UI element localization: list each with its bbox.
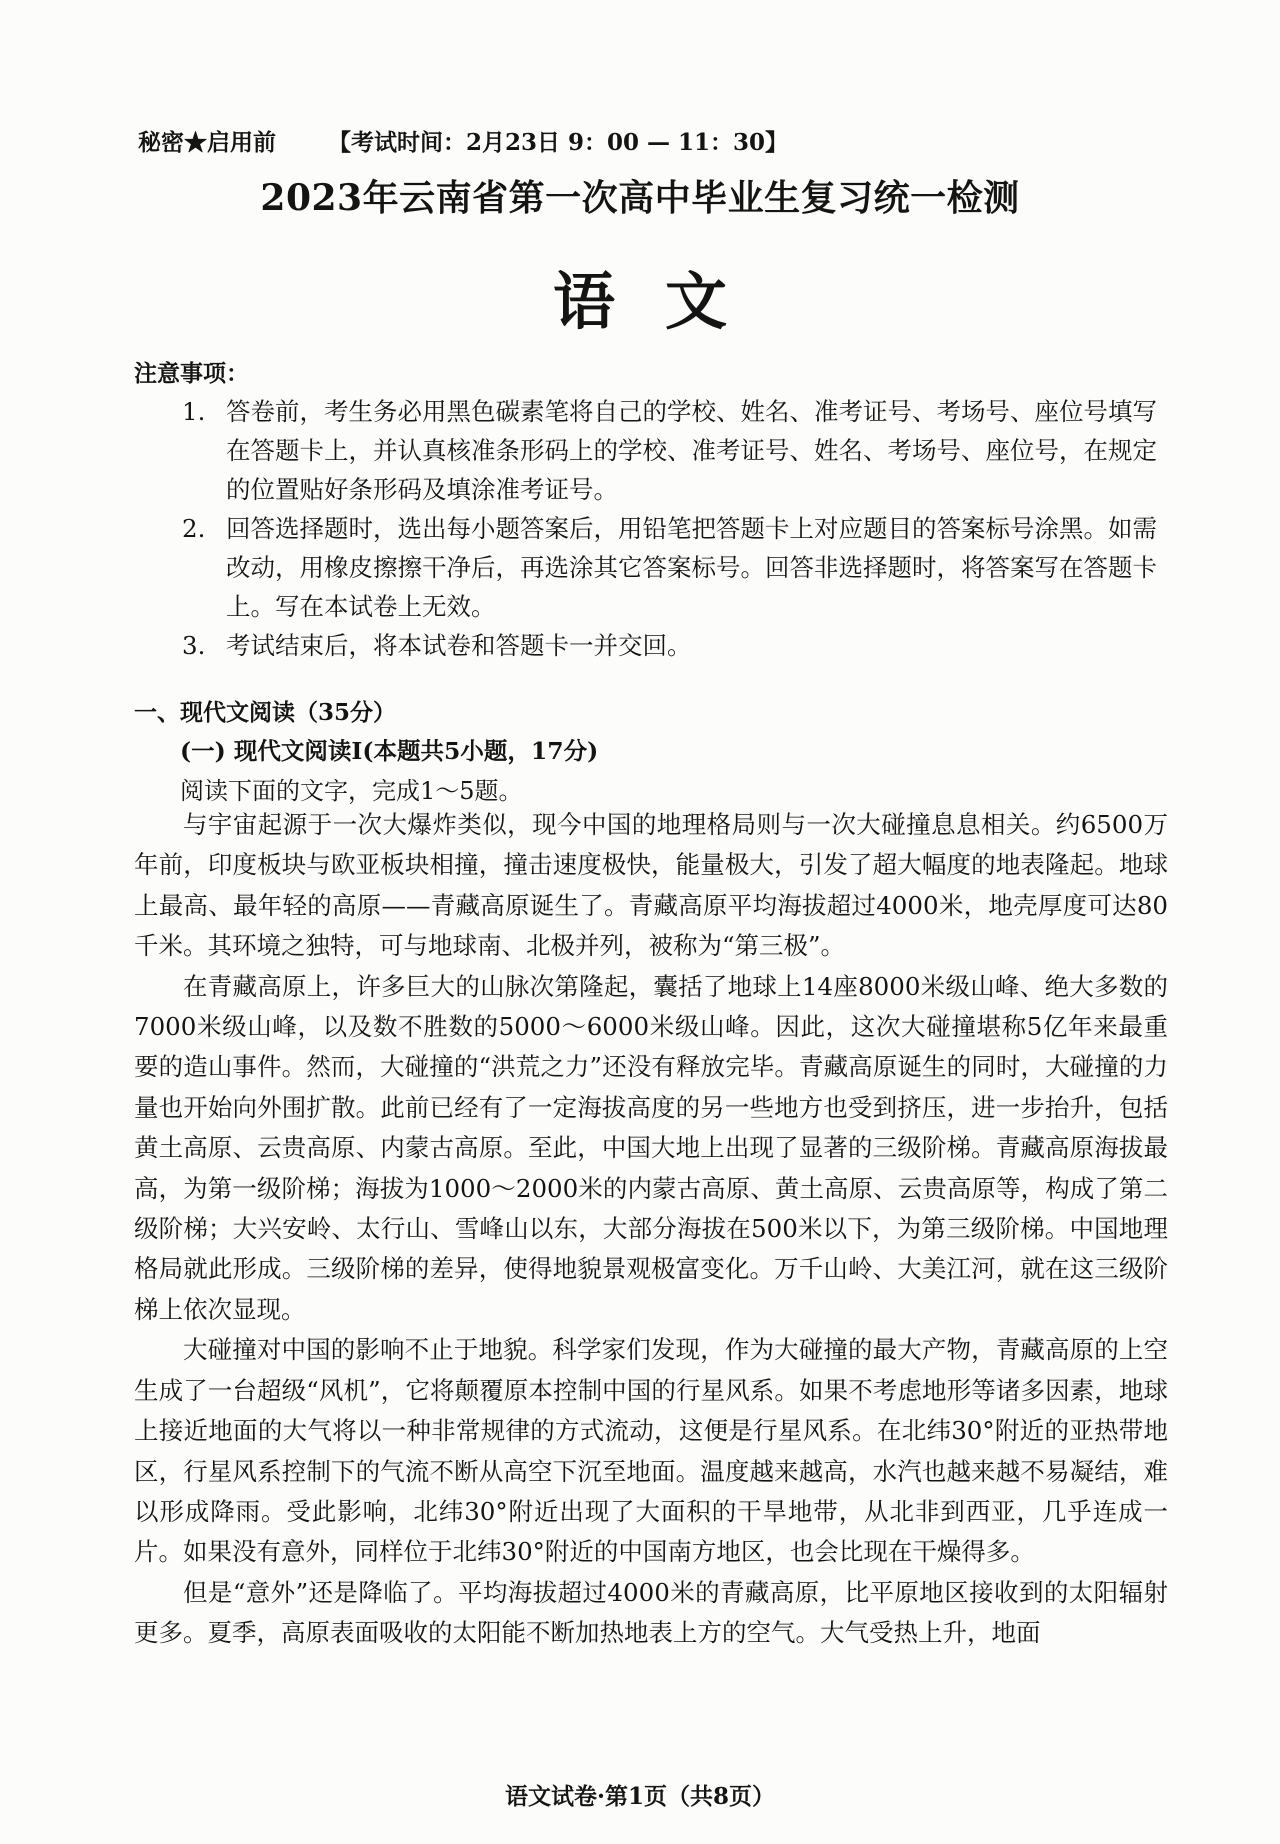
notice-item-text: 考试结束后，将本试卷和答题卡一并交回。 (226, 631, 692, 660)
exam-time: 【考试时间：2月23日 9：00 — 11：30】 (328, 129, 789, 156)
exam-title: 2023年云南省第一次高中毕业生复习统一检测 (260, 177, 1020, 219)
section-title: 一、现代文阅读（35分） (134, 699, 397, 726)
header-line (138, 124, 788, 157)
notice-list (182, 392, 1172, 665)
notice-item (182, 392, 1172, 509)
notice-item-number: 2. (182, 514, 206, 543)
passage-paragraph: 但是“意外”还是降临了。平均海拔超过4000米的青藏高原，比平原地区接收到的太阳辐射更多。夏季，高原表面吸收的太阳能不断加热地表上方的空气。大气受热上升，地面 (134, 1577, 1168, 1648)
subject-title: 语文 (552, 265, 777, 338)
page-footer: 语文试卷·第1页（共8页） (504, 1783, 775, 1810)
secret-label: 秘密★启用前 (138, 129, 276, 156)
notice-title: 注意事项： (134, 360, 249, 387)
notice-item (182, 626, 1172, 665)
notice-item (182, 509, 1172, 626)
passage-paragraph: 大碰撞对中国的影响不止于地貌。科学家们发现，作为大碰撞的最大产物，青藏高原的上空生成了一台超级“风机”，它将颠覆原本控制中国的行星风系。如果不考虑地形等诸多因素，地球上接近地面的大气将以一种非常规律的方式流动，这便是行星风系。在北纬30°附近的亚热带地区，行星风系控制下的气流不断从高空下沉至地面。温度越来越高，水汽也越来越不易凝结，难以形成降雨。受此影响，北纬30°附近出现了大面积的干旱地带，从北非到西亚，几乎连成一片。如果没有意外，同样位于北纬30°附近的中国南方地区，也会比现在干燥得多。 (134, 1335, 1168, 1567)
notice-item-text: 答卷前，考生务必用黑色碳素笔将自己的学校、姓名、准考证号、考场号、座位号填写在答题卡上，并认真核准条形码上的学校、准考证号、姓名、考场号、座位号，在规定的位置贴好条形码及填涂准考证号。 (226, 397, 1157, 504)
reading-passage (134, 805, 1168, 1654)
notice-item-number: 3. (182, 631, 206, 660)
passage-paragraph: 在青藏高原上，许多巨大的山脉次第隆起，囊括了地球上14座8000米级山峰、绝大多数的7000米级山峰，以及数不胜数的5000～6000米级山峰。因此，这次大碰撞堪称5亿年来最重要的造山事件。然而，大碰撞的“洪荒之力”还没有释放完毕。青藏高原诞生的同时，大碰撞的力量也开始向外围扩散。此前已经有了一定海拔高度的另一些地方也受到挤压，进一步抬升，包括黄土高原、云贵高原、内蒙古高原。至此，中国大地上出现了显著的三级阶梯。青藏高原海拔最高，为第一级阶梯；海拔为1000～2000米的内蒙古高原、黄土高原、云贵高原等，构成了第二级阶梯；大兴安岭、太行山、雪峰山以东，大部分海拔在500米以下，为第三级阶梯。中国地理格局就此形成。三级阶梯的差异，使得地貌景观极富变化。万千山岭、大美江河，就在这三级阶梯上依次显现。 (134, 971, 1168, 1324)
subsection-title: (一) 现代文阅读Ⅰ(本题共5小题，17分) (180, 737, 599, 765)
reading-instruction: 阅读下面的文字，完成1～5题。 (180, 777, 523, 805)
passage-paragraph: 与宇宙起源于一次大爆炸类似，现今中国的地理格局则与一次大碰撞息息相关。约6500万年前，印度板块与欧亚板块相撞，撞击速度极快，能量极大，引发了超大幅度的地表隆起。地球上最高、最年轻的高原——青藏高原诞生了。青藏高原平均海拔超过4000米，地壳厚度可达80千米。其环境之独特，可与地球南、北极并列，被称为“第三极”。 (134, 810, 1168, 961)
notice-item-number: 1. (182, 397, 206, 426)
notice-item-text: 回答选择题时，选出每小题答案后，用铅笔把答题卡上对应题目的答案标号涂黑。如需改动，用橡皮擦擦干净后，再选涂其它答案标号。回答非选择题时，将答案写在答题卡上。写在本试卷上无效。 (226, 514, 1157, 621)
